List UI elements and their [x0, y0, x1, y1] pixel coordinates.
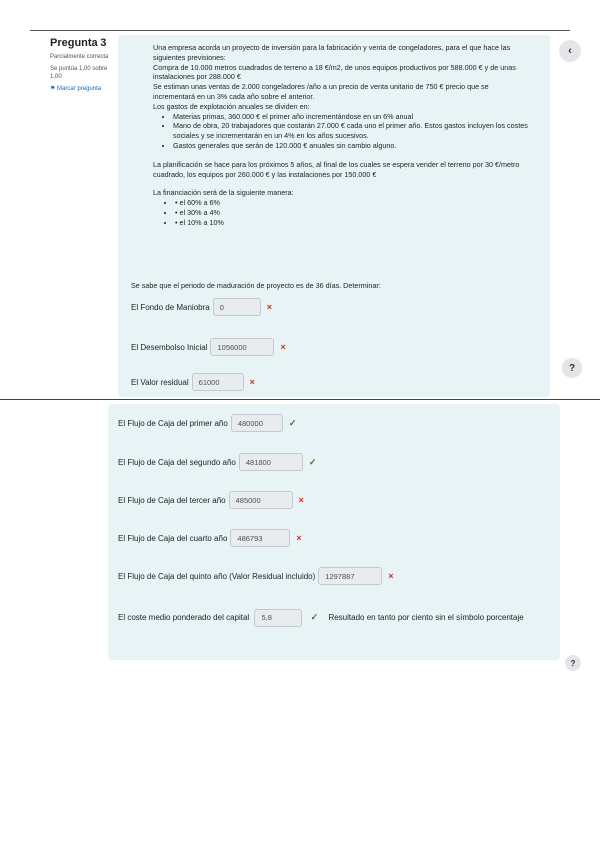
question-status: Parcialmente correcta — [50, 54, 109, 60]
answer-flujo1-row — [118, 414, 296, 432]
flag-question-link[interactable]: ⚑ Marcar pregunta — [50, 86, 102, 92]
incorrect-icon: × — [388, 571, 394, 581]
chevron-left-icon[interactable]: ‹ — [559, 40, 581, 62]
list-item: • • el 10% a 10% — [175, 218, 531, 228]
residual-input[interactable] — [192, 373, 244, 391]
coste-input[interactable] — [254, 609, 302, 627]
question-title: Pregunta 3 — [50, 37, 107, 49]
flujo2-input[interactable] — [239, 453, 303, 471]
incorrect-icon: × — [296, 533, 302, 543]
coste-note: Resultado en tanto por ciento sin el símbolo porcentaje — [328, 613, 524, 622]
correct-icon: ✓ — [308, 456, 317, 467]
incorrect-icon: × — [249, 377, 255, 387]
answer-label: El Flujo de Caja del cuarto año — [118, 533, 228, 543]
statement-financiacion-title: La financiación será de la siguiente manera: — [153, 188, 294, 198]
list-item: • Materias primas, 360.000 € el primer año incrementándose en un 6% anual — [173, 112, 531, 122]
flujo1-input[interactable] — [231, 414, 283, 432]
fondo-input[interactable] — [213, 298, 261, 316]
answer-label: El Flujo de Caja del segundo año — [118, 457, 236, 467]
list-item: • • el 60% a 6% — [175, 198, 531, 208]
question-info — [50, 38, 112, 97]
list-item: • • el 30% a 4% — [175, 208, 531, 218]
statement-ventas: Se estiman unas ventas de 2.000 congeladores /año a un precio de venta unitario de 750 € precio que se incrementará en un 3% cada año sobre el anterior. — [153, 82, 489, 101]
flujo3-input[interactable] — [229, 491, 293, 509]
answer-residual-row — [131, 373, 255, 391]
answer-label: El Flujo de Caja del quinto año (Valor Residual incluido) — [118, 571, 316, 581]
statement-maduracion: Se sabe que el periodo de maduración de proyecto es de 36 días. Determinar: — [131, 281, 381, 290]
statement-compra: Compra de 10.000 metros cuadrados de terreno a 18 €/m2, de unos equipos productivos por 588.000 € y de unas instalaciones por 288.000 € — [153, 62, 516, 82]
page-break-divider — [0, 399, 600, 400]
answer-flujo2-row — [118, 453, 316, 471]
flag-icon: ⚑ — [50, 86, 58, 92]
financiacion-list — [153, 198, 531, 227]
question-statement — [153, 43, 531, 228]
answer-label: El coste medio ponderado del capital — [118, 613, 250, 622]
incorrect-icon: × — [266, 302, 272, 312]
question-score: Se puntúa 1,00 sobre 1,00 — [50, 66, 108, 80]
statement-intro: Una empresa acorda un proyecto de inversión para la fabricación y venta de congeladores, para el que hace las siguientes previsiones: — [153, 43, 511, 62]
answer-fondo-row — [131, 298, 272, 316]
incorrect-icon: × — [298, 495, 304, 505]
statement-gastos-title: Los gastos de explotación anuales se dividen en: — [153, 101, 310, 111]
correct-icon: ✓ — [288, 417, 297, 428]
gastos-list — [153, 112, 531, 151]
answer-coste-row — [118, 606, 538, 629]
top-divider — [30, 30, 570, 31]
correct-icon: ✓ — [310, 612, 319, 622]
answer-desembolso-row — [131, 338, 286, 356]
list-item: • Mano de obra, 20 trabajadores que costarán 27.000 € cada uno el primer año. Estos gastos incluyen los costes sociales y se incrementarán en un 4% en los años sucesivos. — [173, 121, 531, 141]
answer-label: El Flujo de Caja del primer año — [118, 418, 228, 428]
flujo4-input[interactable] — [230, 529, 290, 547]
list-item: • Gastos generales que serán de 120.000 € anuales sin cambio alguno. — [173, 141, 531, 151]
statement-planificacion: La planificación se hace para los próximos 5 años, al final de los cuales se espera vender el terreno por 30 €/metro cuadrado, los equipos por 260.000 € y las instalaciones por 150.000 € — [153, 159, 520, 179]
help-icon[interactable]: ? — [562, 358, 582, 378]
answer-label: El Flujo de Caja del tercer año — [118, 495, 226, 505]
answer-flujo4-row — [118, 529, 302, 547]
answer-flujo5-row — [118, 567, 394, 585]
answer-flujo3-row — [118, 491, 304, 509]
answer-label: El Desembolso Inicial — [131, 342, 208, 352]
flujo5-input[interactable] — [318, 567, 382, 585]
help-icon[interactable]: ? — [565, 655, 581, 671]
answer-label: El Fondo de Maniobra — [131, 302, 210, 312]
answer-label: El Valor residual — [131, 377, 189, 387]
incorrect-icon: × — [280, 342, 286, 352]
desembolso-input[interactable] — [210, 338, 274, 356]
